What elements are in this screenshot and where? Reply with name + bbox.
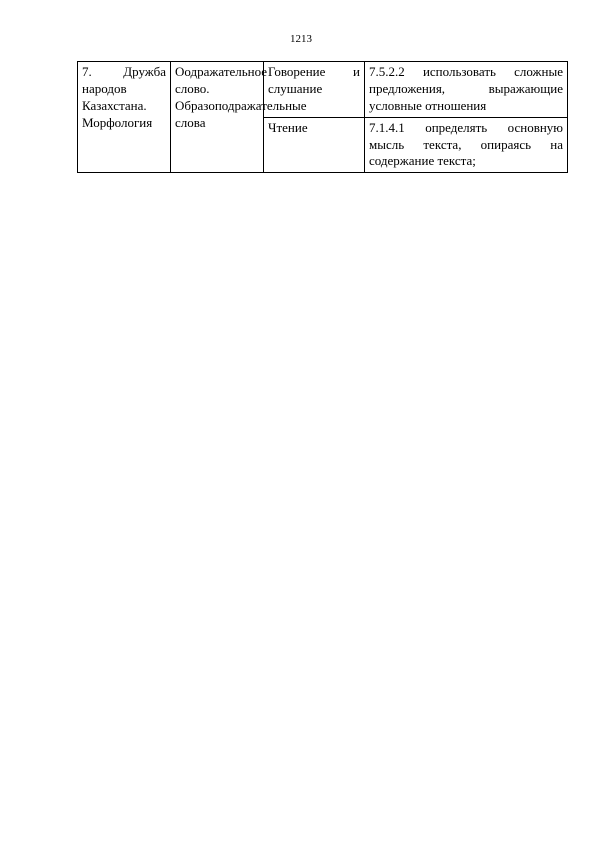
curriculum-table	[77, 61, 568, 173]
table-row	[78, 62, 568, 118]
skill-cell: Говорение и слушание	[264, 62, 365, 118]
skill-cell: Чтение	[264, 117, 365, 173]
objective-cell: 7.5.2.2 использовать сложные предложения, выражающие условные отношения	[365, 62, 568, 118]
page-number: 1213	[290, 33, 312, 45]
subtopic-cell: Оодражательное слово. Образоподражательные слова	[171, 62, 264, 173]
topic-cell: 7. Дружба народов Казахстана. Морфология	[78, 62, 171, 173]
objective-cell: 7.1.4.1 определять основную мысль текста, опираясь на содержание текста;	[365, 117, 568, 173]
